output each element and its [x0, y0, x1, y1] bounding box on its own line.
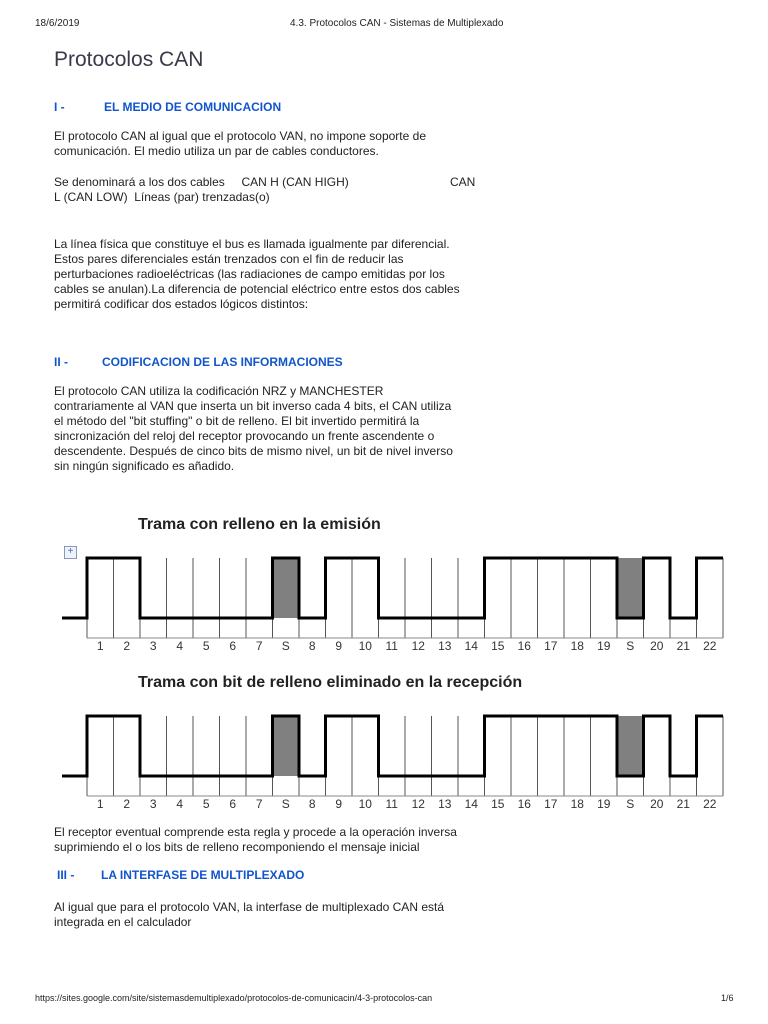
bit-label: 3: [149, 797, 157, 811]
bit-label: 8: [308, 639, 316, 653]
bit-label: 2: [123, 797, 131, 811]
print-doc-title: 4.3. Protocolos CAN - Sistemas de Multiplexado: [290, 18, 504, 29]
bit-label: 19: [597, 797, 611, 811]
bit-label: 13: [438, 639, 452, 653]
section-title: EL MEDIO DE COMUNICACION: [104, 100, 282, 114]
expand-icon[interactable]: +: [64, 546, 77, 559]
stuff-bit-cell: [274, 716, 299, 776]
bit-label: 7: [255, 639, 263, 653]
paragraph-cables: Se denominará a los dos cables CAN H (CAN HIGH) L (CAN LOW) Líneas (par) trenzadas(o): [54, 175, 349, 204]
bit-label: 2: [123, 639, 131, 653]
section-number: I -: [54, 100, 65, 114]
section-heading-3: [57, 868, 357, 884]
bit-label: 22: [703, 639, 717, 653]
bit-label: 18: [570, 797, 584, 811]
bit-label: 10: [358, 639, 372, 653]
bit-label: 9: [335, 797, 343, 811]
footer-url: https://sites.google.com/site/sistemasdemultiplexado/protocolos-de-comunicacin/4-3-protocolos-can: [35, 993, 433, 1003]
bit-label: 15: [491, 797, 505, 811]
paragraph: Al igual que para el protocolo VAN, la interfase de multiplexado CAN está integrada en el calculador: [54, 900, 444, 929]
bit-label: 21: [676, 797, 690, 811]
bit-label: 1: [96, 639, 104, 653]
bit-label: 3: [149, 639, 157, 653]
bit-frame-diagram-emission: [60, 548, 730, 660]
bit-label: 12: [411, 797, 425, 811]
bit-label: 4: [176, 639, 184, 653]
bit-label: 14: [464, 639, 478, 653]
section-heading-2: [54, 355, 374, 371]
bit-label: 12: [411, 639, 425, 653]
section-title: CODIFICACION DE LAS INFORMACIONES: [102, 355, 343, 369]
stuff-bit-cell: [618, 558, 643, 618]
section-number: II -: [54, 355, 68, 369]
bit-label: 17: [544, 797, 558, 811]
diagram-title-emission: Trama con relleno en la emisión: [138, 516, 381, 533]
bit-label: 21: [676, 639, 690, 653]
bit-label: 20: [650, 797, 664, 811]
bit-label: S: [281, 797, 290, 811]
bit-label: 11: [385, 639, 398, 653]
page-title: Protocolos CAN: [54, 48, 204, 71]
bit-label: 9: [335, 639, 343, 653]
bit-label: S: [626, 639, 635, 653]
bit-label: 15: [491, 639, 505, 653]
stuff-bit-cell: [618, 716, 643, 776]
can-label: CAN: [450, 175, 476, 189]
bit-label: 1: [96, 797, 104, 811]
bit-label: 19: [597, 639, 611, 653]
paragraph: El protocolo CAN utiliza la codificación NRZ y MANCHESTER contrariamente al VAN que inserta un bit inverso cada 4 bits, el CAN utiliza el método del "bit stuffing" o bit de relleno. El bit invertido permitirá la sincronización del reloj del receptor provocando un frente ascendente o descendente. Después de cinco bits de mismo nivel, un bit de nivel inverso sin ningún significado es añadido.: [54, 384, 453, 473]
bit-label: 7: [255, 797, 263, 811]
stuff-bit-cell: [274, 558, 299, 618]
bit-label: 6: [229, 639, 237, 653]
bit-label: 5: [202, 797, 210, 811]
bit-label: 5: [202, 639, 210, 653]
bit-frame-diagram-reception: [60, 706, 730, 818]
bit-label: 18: [570, 639, 584, 653]
print-date: 18/6/2019: [35, 18, 80, 29]
bit-label: 13: [438, 797, 452, 811]
bit-label: 16: [517, 797, 531, 811]
paragraph: La línea física que constituye el bus es llamada igualmente par diferencial. Estos pares diferenciales están trenzados con el fin de reducir las perturbaciones radioeléctricas (las radiaciones de campo emitidas por los cables se anulan).La diferencia de potencial eléctrico entre estos dos cables permitirá codificar dos estados lógicos distintos:: [54, 237, 460, 311]
bit-label: 10: [358, 797, 372, 811]
bit-label: 16: [517, 639, 531, 653]
section-number: III -: [57, 868, 75, 882]
section-heading-1: [54, 100, 354, 116]
bit-label: 6: [229, 797, 237, 811]
section-title: LA INTERFASE DE MULTIPLEXADO: [101, 868, 305, 882]
bit-label: 14: [464, 797, 478, 811]
diagram-title-reception: Trama con bit de relleno eliminado en la recepción: [138, 674, 523, 691]
bit-label: 11: [385, 797, 398, 811]
page-number: 1/6: [721, 993, 734, 1003]
bit-label: S: [626, 797, 635, 811]
bit-label: 22: [703, 797, 717, 811]
bit-label: 20: [650, 639, 664, 653]
receptor-paragraph: El receptor eventual comprende esta regla y procede a la operación inversa suprimiendo el o los bits de relleno recomponiendo el mensaje inicial: [54, 825, 457, 854]
bit-label: 8: [308, 797, 316, 811]
paragraph: El protocolo CAN al igual que el protocolo VAN, no impone soporte de comunicación. El medio utiliza un par de cables conductores.: [54, 129, 426, 158]
bit-label: 17: [544, 639, 558, 653]
bit-label: 4: [176, 797, 184, 811]
bit-label: S: [281, 639, 290, 653]
